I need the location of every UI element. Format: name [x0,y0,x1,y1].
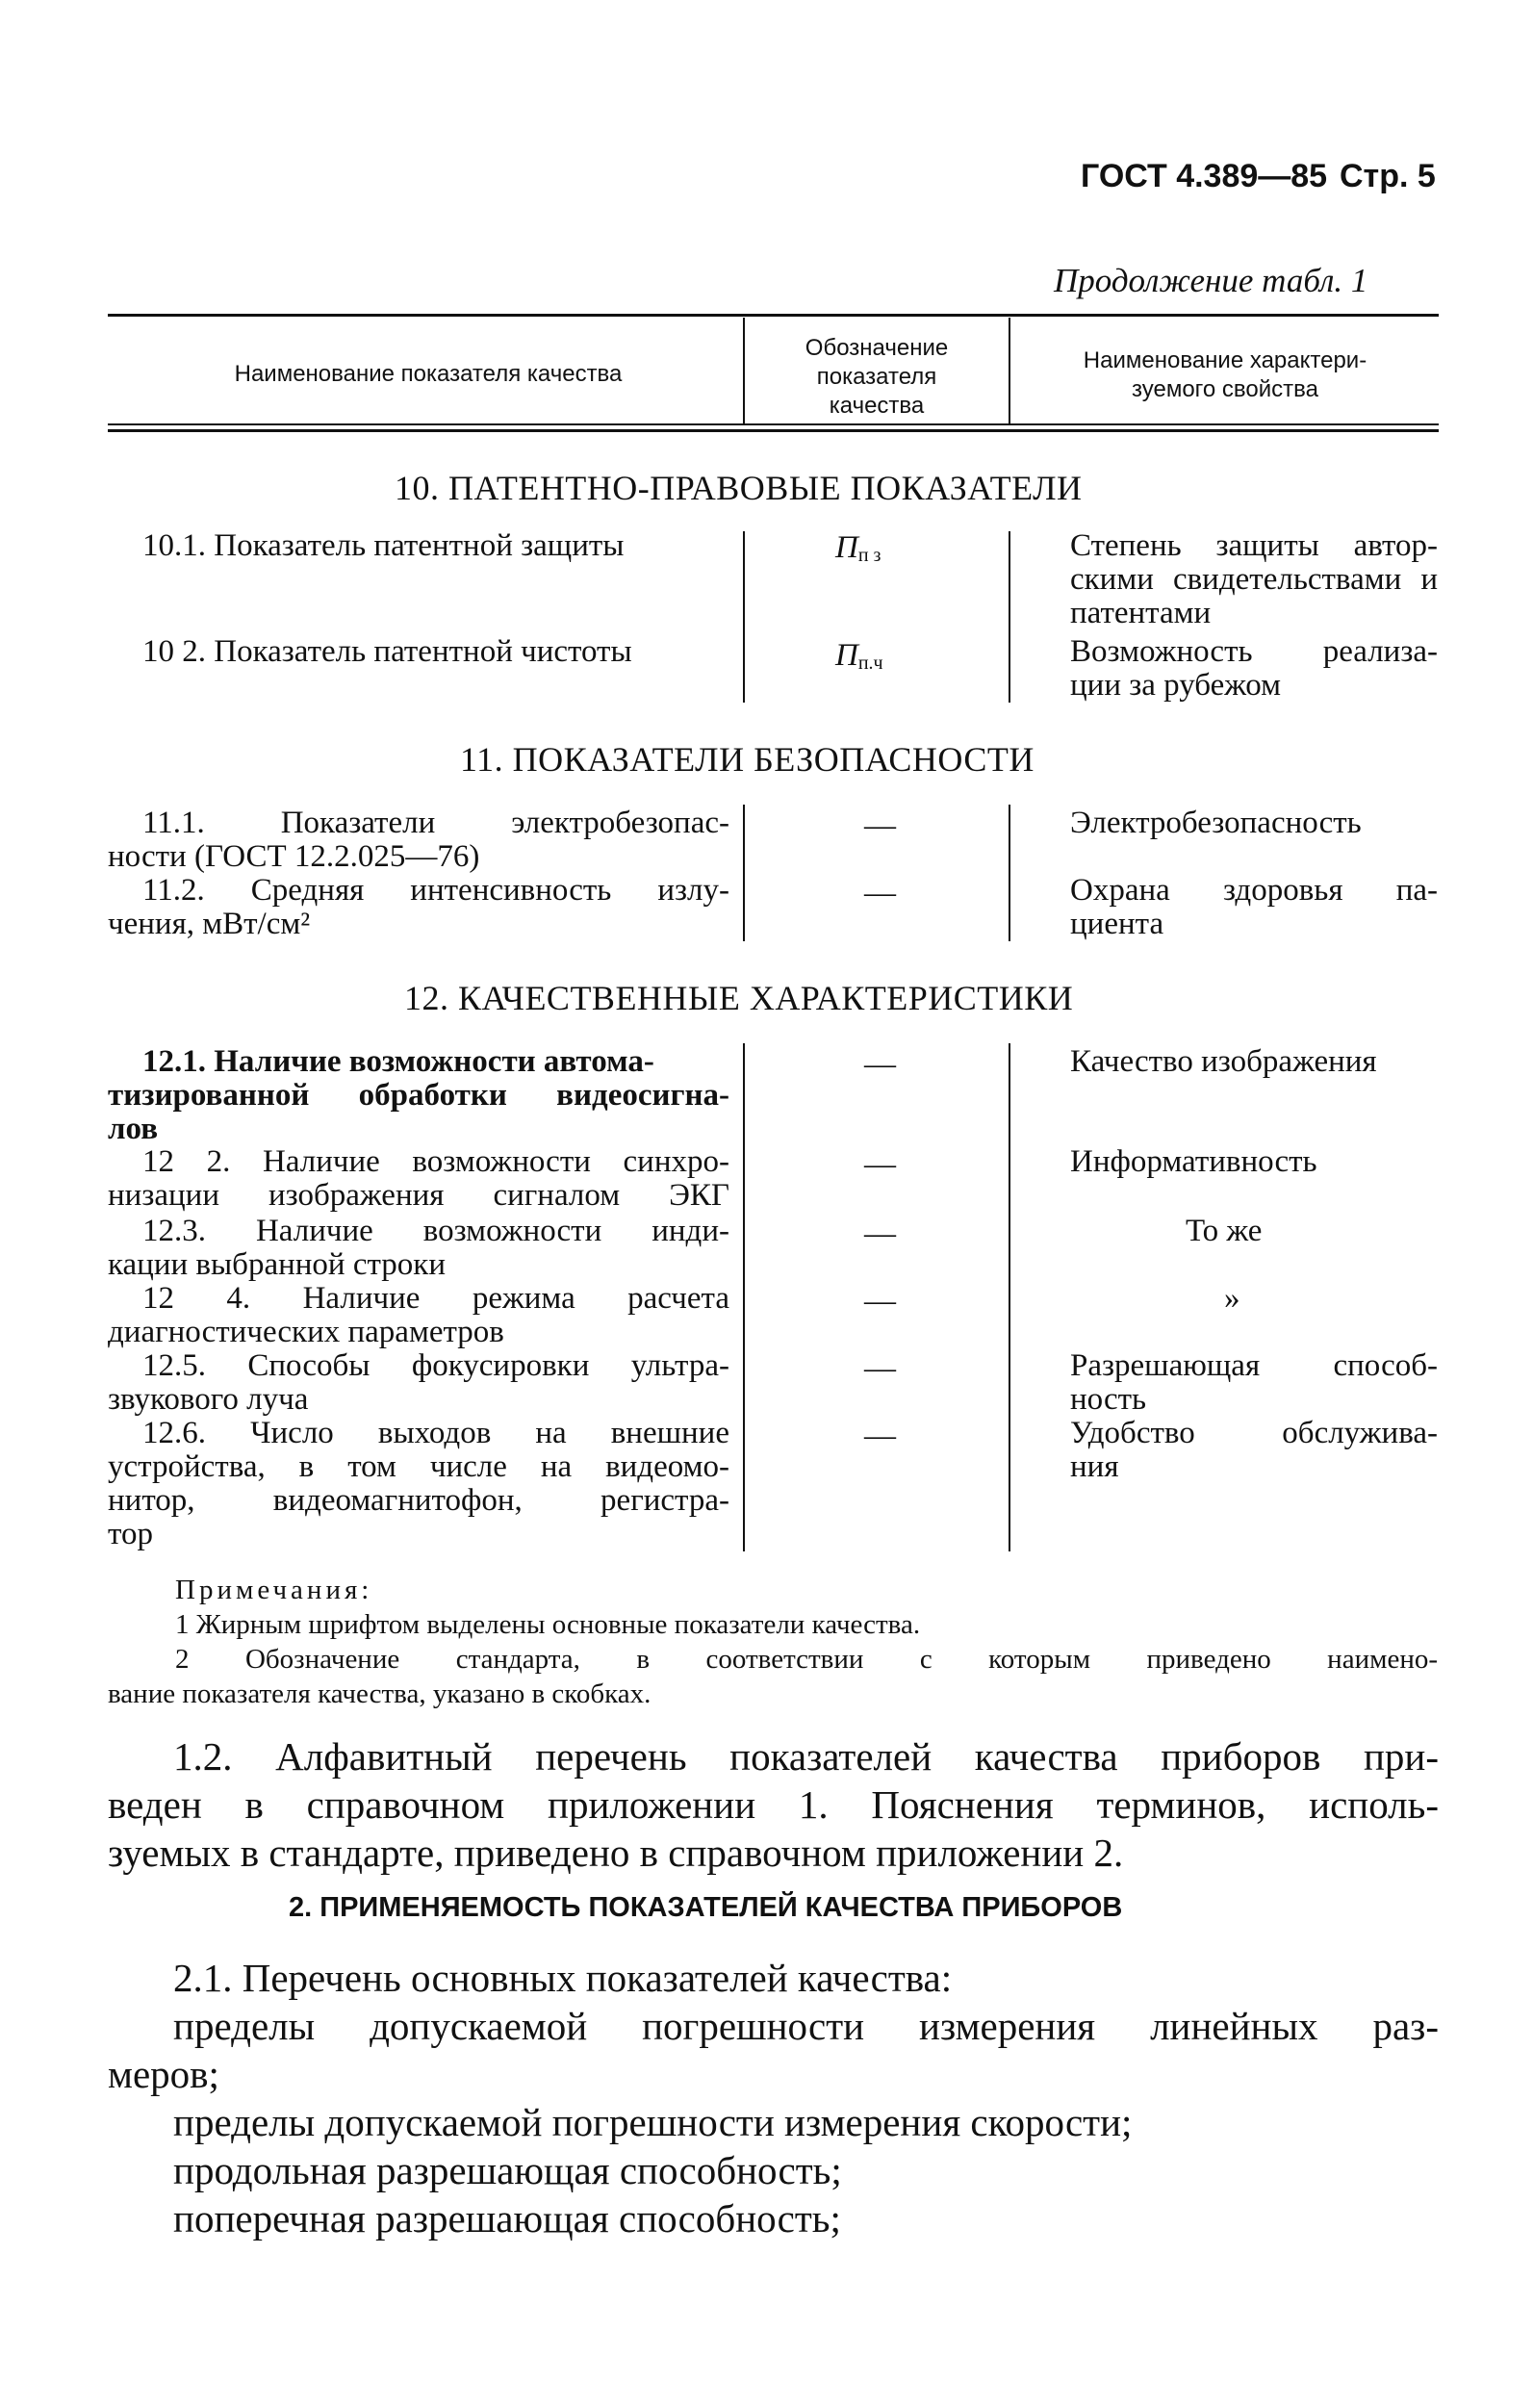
table-row-property: Степень защиты автор- скими свидетельствами и патентами [1070,528,1438,630]
table-row-name: 12 2. Наличие возможности синхро- низации изображения сигналом ЭКГ [108,1144,729,1213]
column-divider-2 [1009,531,1010,703]
table-row-symbol: — [864,1217,896,1251]
section-2-heading: 2. ПРИМЕНЯЕМОСТЬ ПОКАЗАТЕЛЕЙ КАЧЕСТВА ПРИБОРОВ [289,1892,1123,1923]
paragraph-1-2: 1.2. Алфавитный перечень показателей качества приборов при- веден в справочном приложении 1. Пояснения терминов, исполь- зуемых в стандарте, приведено в справочном приложении 2. [108,1734,1439,1875]
section-title-11: 11. ПОКАЗАТЕЛИ БЕЗОПАСНОСТИ [460,740,1035,779]
table-header-rule-2 [108,429,1439,432]
column-divider-2 [1009,805,1010,941]
table-row-name: 12.6. Число выходов на внешние устройства, в том числе на видеомо- нитор, видеомагнитофон, регистра- тор [108,1416,729,1551]
column-divider-1 [743,531,745,703]
page-header-code: ГОСТ 4.389—85 [1081,158,1328,194]
note-line: 2 Обозначение стандарта, в соответствии с которым приведено наимено- [175,1644,1438,1675]
note-line: вание показателя качества, указано в скобках. [108,1678,652,1709]
table-row-property: » [1224,1281,1240,1316]
table-row-name: 11.2. Средняя интенсивность излу- чения, мВт/см² [108,873,729,941]
table-row-name: 12.3. Наличие возможности инди- кации выбранной строки [108,1214,729,1282]
table-row-property: Информативность [1070,1144,1317,1179]
page-header-page: Стр. 5 [1340,158,1436,194]
note-line: 1 Жирным шрифтом выделены основные показатели качества. [175,1609,921,1640]
table-row-symbol: Пп з [835,530,881,566]
table-row-symbol: — [864,876,896,910]
table-row-name: 11.1. Показатели электробезопас- ности (ГОСТ 12.2.025—76) [108,806,729,874]
table-row-symbol: — [864,1047,896,1082]
column-divider-1 [743,1043,745,1551]
table-top-rule [108,314,1439,317]
column-divider-1 [743,805,745,941]
table-row-name: 12 4. Наличие режима расчета диагностических параметров [108,1281,729,1349]
column-header-symbol: Обозначение показателя качества [805,335,949,419]
table-row-symbol: — [864,1284,896,1319]
column-header-property: Наименование характери- зуемого свойства [1083,347,1367,402]
table-header-rule-1 [108,423,1439,425]
header-divider-1 [743,318,745,423]
table-row-symbol: Пп.ч [835,638,883,674]
paragraph-2-1: 2.1. Перечень основных показателей качества: пределы допускаемой погрешности измерения линейных раз- меров; пределы допускаемой погрешности измерения скорости; продольная разрешающая способность; поперечная разрешающая способность; [108,1956,1439,2241]
table-row-symbol: — [864,808,896,843]
table-row-name: 10.1. Показатель патентной защиты [142,528,625,563]
table-continuation-label: Продолжение табл. 1 [1054,262,1368,299]
table-row-name: 12.1. Наличие возможности автома- тизированной обработки видеосигна- лов [108,1044,729,1146]
header-divider-2 [1009,318,1010,423]
table-row-property: То же [1186,1214,1263,1248]
table-row-property: Охрана здоровья па- циента [1070,873,1438,941]
table-row-name: 12.5. Способы фокусировки ультра- звукового луча [108,1348,729,1417]
table-row-symbol: — [864,1351,896,1386]
column-header-name: Наименование показателя качества [234,361,623,387]
table-row-name: 10 2. Показатель патентной чистоты [142,634,632,669]
table-row-property: Удобство обслужива- ния [1070,1416,1438,1484]
table-row-property: Электробезопасность [1070,806,1362,840]
table-row-property: Разрешающая способ- ность [1070,1348,1438,1417]
notes-title: Примечания: [175,1575,373,1605]
section-title-10: 10. ПАТЕНТНО-ПРАВОВЫЕ ПОКАЗАТЕЛИ [395,469,1083,507]
table-row-symbol: — [864,1147,896,1182]
table-row-property: Качество изображения [1070,1044,1377,1079]
table-row-symbol: — [864,1419,896,1453]
section-title-12: 12. КАЧЕСТВЕННЫЕ ХАРАКТЕРИСТИКИ [404,979,1074,1017]
table-row-property: Возможность реализа- ции за рубежом [1070,634,1438,703]
column-divider-2 [1009,1043,1010,1551]
